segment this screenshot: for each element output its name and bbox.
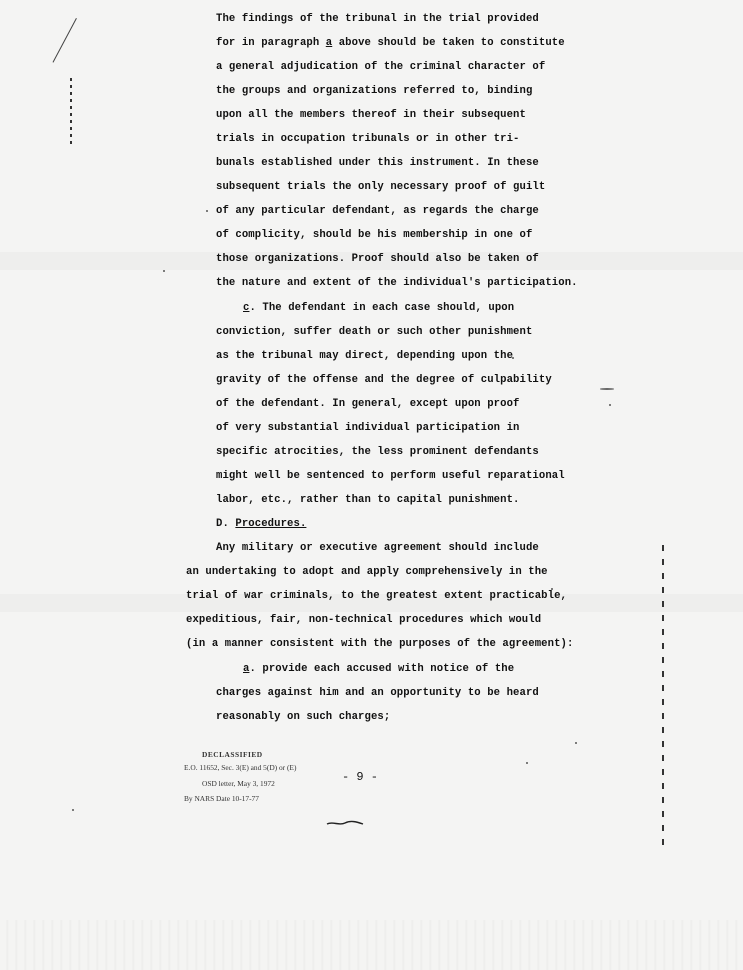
text-line: the groups and organizations referred to, binding (216, 85, 533, 97)
speck (575, 742, 577, 744)
scan-noise (0, 920, 743, 970)
text-line: of complicity, should be his membership in one of (216, 229, 533, 241)
text-line: labor, etc., rather than to capital punishment. (216, 494, 520, 506)
margin-mark (53, 18, 77, 63)
text-line: of very substantial individual participation in (216, 422, 520, 434)
text-line: subsequent trials the only necessary proof of guilt (216, 181, 546, 193)
text-line: of any particular defendant, as regards the charge (216, 205, 539, 217)
declassified-stamp-line: E.O. 11652, Sec. 3(E) and 5(D) or (E) (184, 763, 297, 772)
text-line: an undertaking to adopt and apply comprehensively in the (186, 566, 548, 578)
text-line: expeditious, fair, non-technical procedures which would (186, 614, 542, 626)
text-line: trials in occupation tribunals or in other tri- (216, 133, 520, 145)
declassified-stamp-line: By NARS Date 10-17-77 (184, 794, 259, 803)
text-line: those organizations. Proof should also be taken of (216, 253, 539, 265)
text-line: gravity of the offense and the degree of culpability (216, 374, 552, 386)
margin-mark (662, 545, 664, 845)
text-line: of the defendant. In general, except upon proof (216, 398, 520, 410)
section-heading: D. Procedures. (216, 518, 307, 530)
text-line: bunals established under this instrument. In these (216, 157, 539, 169)
text-line: a. provide each accused with notice of the (243, 663, 515, 675)
margin-mark (70, 78, 72, 148)
text-line: the nature and extent of the individual's participation. (216, 277, 578, 289)
text-line: conviction, suffer death or such other punishment (216, 326, 533, 338)
speck (72, 809, 74, 811)
text-line: reasonably on such charges; (216, 711, 391, 723)
signature-mark (325, 818, 365, 828)
text-line: specific atrocities, the less prominent defendants (216, 446, 539, 458)
text-line: trial of war criminals, to the greatest extent practicable, (186, 590, 567, 602)
speck (609, 404, 611, 406)
text-line: The findings of the tribunal in the trial provided (216, 13, 539, 25)
declassified-stamp-line: OSD letter, May 3, 1972 (202, 779, 275, 788)
declassified-stamp-title: DECLASSIFIED (202, 750, 263, 759)
speck (206, 210, 208, 212)
text-line: Any military or executive agreement should include (216, 542, 539, 554)
text-line: charges against him and an opportunity to be heard (216, 687, 539, 699)
speck (600, 388, 614, 390)
text-line: c. The defendant in each case should, upon (243, 302, 515, 314)
text-line: upon all the members thereof in their subsequent (216, 109, 526, 121)
text-line: (in a manner consistent with the purposes of the agreement): (186, 638, 574, 650)
text-line: for in paragraph a above should be taken to constitute (216, 37, 565, 49)
text-line: a general adjudication of the criminal character of (216, 61, 546, 73)
text-line: might well be sentenced to perform useful reparational (216, 470, 565, 482)
speck (526, 762, 528, 764)
speck (163, 270, 165, 272)
page-number: - 9 - (342, 770, 379, 784)
text-line: as the tribunal may direct, depending upon the (216, 350, 514, 362)
